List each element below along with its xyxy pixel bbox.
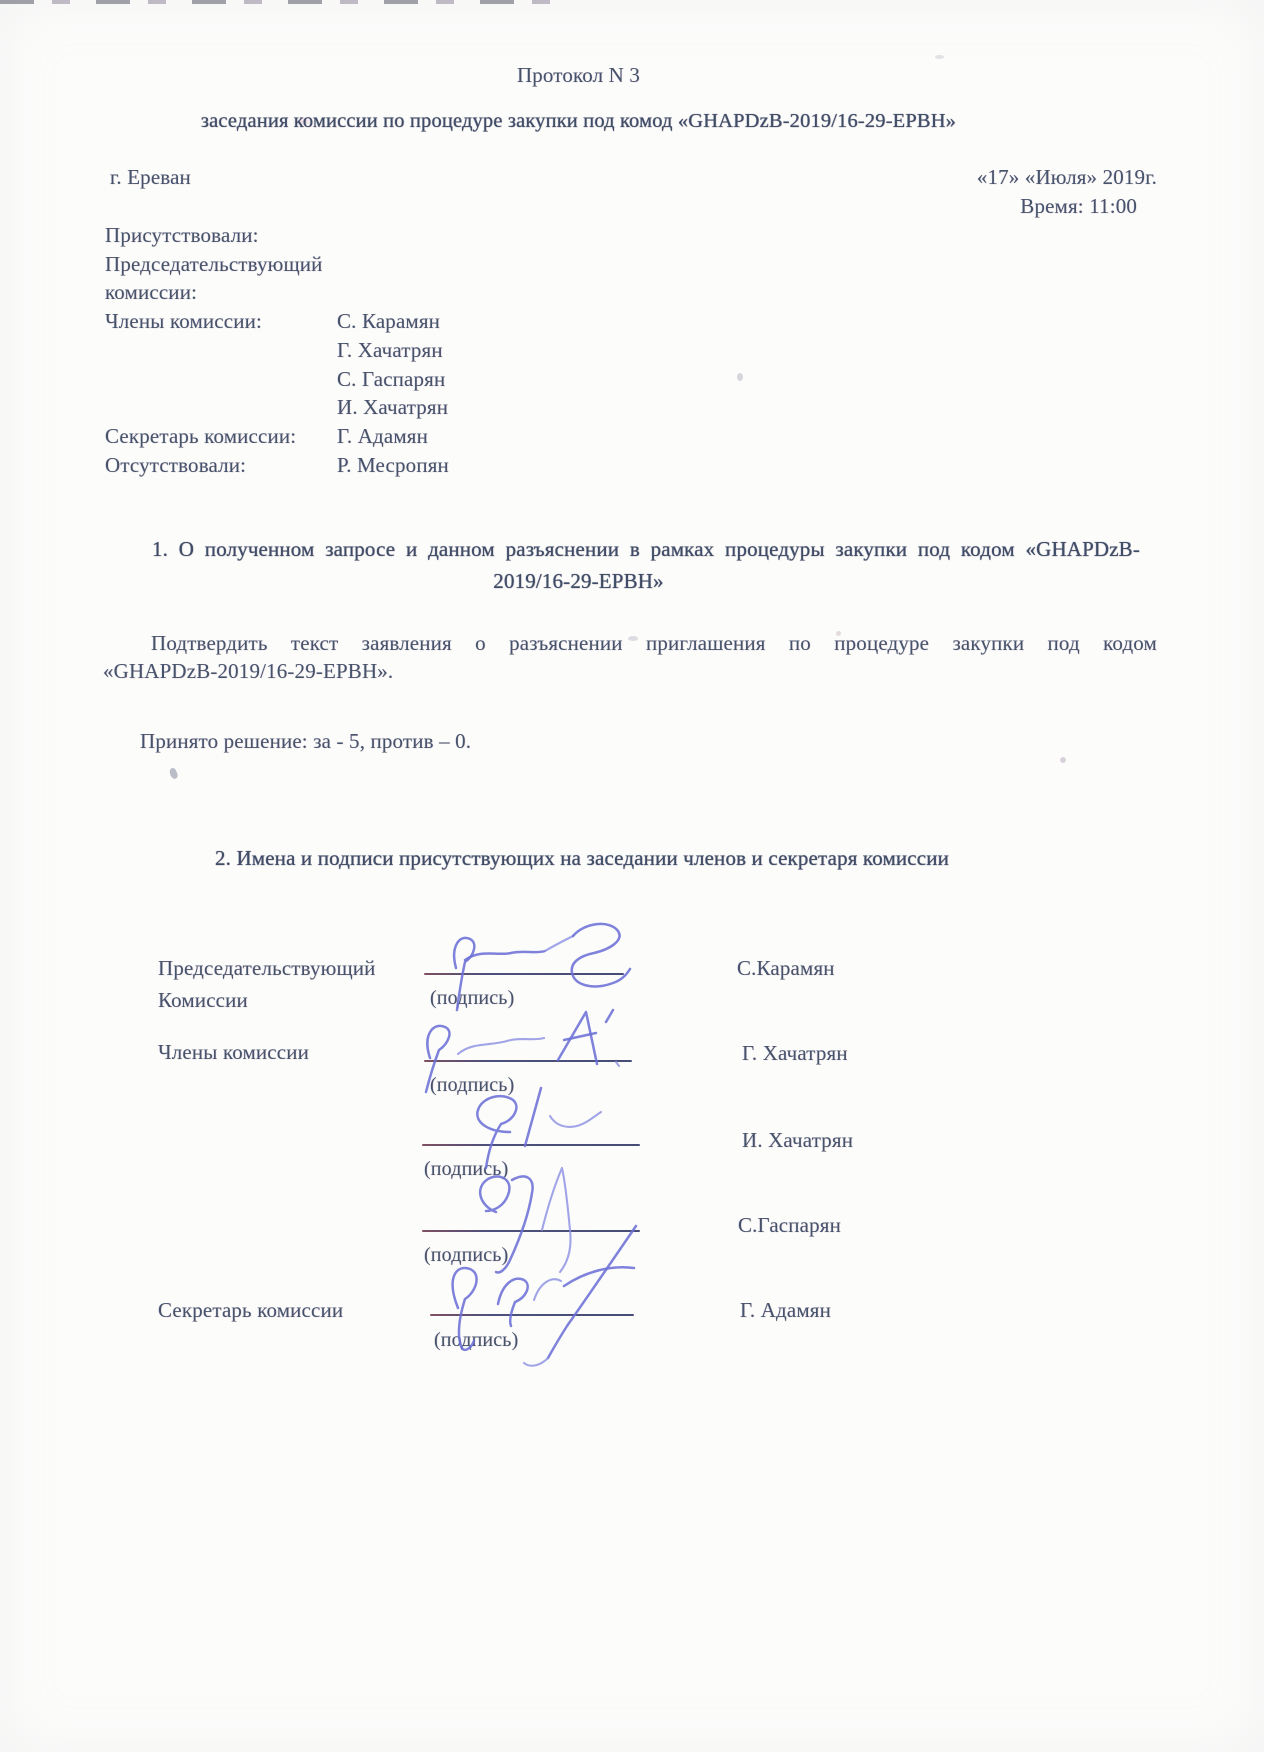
signature-caption: (подпись) bbox=[424, 1244, 509, 1266]
attendance-secretary-label: Секретарь комиссии: bbox=[105, 424, 297, 448]
attendance-member-name: Г. Хачатрян bbox=[337, 338, 443, 362]
attendance-absent-name: Р. Месропян bbox=[337, 453, 449, 477]
signer-name: С.Карамян bbox=[737, 956, 835, 980]
signer-name: Г. Хачатрян bbox=[742, 1041, 848, 1065]
signature-caption: (подпись) bbox=[430, 987, 515, 1009]
attendance-member-name: И. Хачатрян bbox=[337, 395, 449, 419]
doc-date: «17» «Июля» 2019г. bbox=[976, 165, 1157, 189]
doc-title: Протокол N 3 bbox=[516, 63, 641, 87]
scan-speck bbox=[1060, 757, 1066, 763]
scan-speck bbox=[737, 373, 743, 381]
attendance-member-name: С. Карамян bbox=[337, 309, 441, 333]
section2-heading: 2. Имена и подписи присутствующих на заседании членов и секретаря комиссии bbox=[215, 846, 950, 870]
signature-adamyan bbox=[412, 1216, 712, 1371]
section1-heading-line2: 2019/16-29-ЕРВН» bbox=[493, 569, 664, 593]
attendance-present-label: Присутствовали: bbox=[105, 223, 259, 247]
attendance-members-label: Члены комиссии: bbox=[105, 309, 263, 333]
signature-caption: (подпись) bbox=[430, 1074, 515, 1096]
attendance-absent-label: Отсутствовали: bbox=[105, 453, 247, 477]
attendance-chair-label-line2: комиссии: bbox=[105, 280, 198, 304]
section1-heading-line1: 1. О полученном запросе и данном разъяснении в рамках процедуры закупки под кодом «GHAPDzB- bbox=[152, 537, 1140, 561]
signer-role-label: Секретарь комиссии bbox=[158, 1298, 344, 1322]
signer-role-label: Председательствующий bbox=[158, 956, 376, 980]
doc-city: г. Ереван bbox=[110, 165, 191, 189]
signer-name: С.Гаспарян bbox=[738, 1213, 841, 1237]
signature-caption: (подпись) bbox=[424, 1158, 509, 1180]
signer-name: И. Хачатрян bbox=[742, 1128, 854, 1152]
signature-caption: (подпись) bbox=[434, 1329, 519, 1351]
scan-artifact-top-edge bbox=[0, 0, 574, 4]
signer-role-label: Члены комиссии bbox=[158, 1040, 310, 1064]
section1-decision: Принято решение: за - 5, против – 0. bbox=[140, 729, 472, 753]
attendance-chair-label-line1: Председательствующий bbox=[105, 252, 323, 276]
scan-speck bbox=[935, 55, 944, 59]
attendance-member-name: С. Гаспарян bbox=[337, 367, 446, 391]
doc-subtitle: заседания комиссии по процедуре закупки под комод «GHAPDzB-2019/16-29-ЕРВН» bbox=[200, 110, 957, 132]
section1-body-line1: Подтвердить текст заявления о разъяснении приглашения по процедуре закупки под кодом bbox=[151, 631, 1157, 655]
signer-role-label2: Комиссии bbox=[158, 988, 248, 1012]
doc-time: Время: 11:00 bbox=[1020, 194, 1137, 218]
section1-body-line2: «GHAPDzB-2019/16-29-ЕРВН». bbox=[103, 659, 394, 683]
signer-name: Г. Адамян bbox=[740, 1298, 831, 1322]
scan-speck bbox=[168, 767, 179, 780]
attendance-secretary-name: Г. Адамян bbox=[337, 424, 428, 448]
